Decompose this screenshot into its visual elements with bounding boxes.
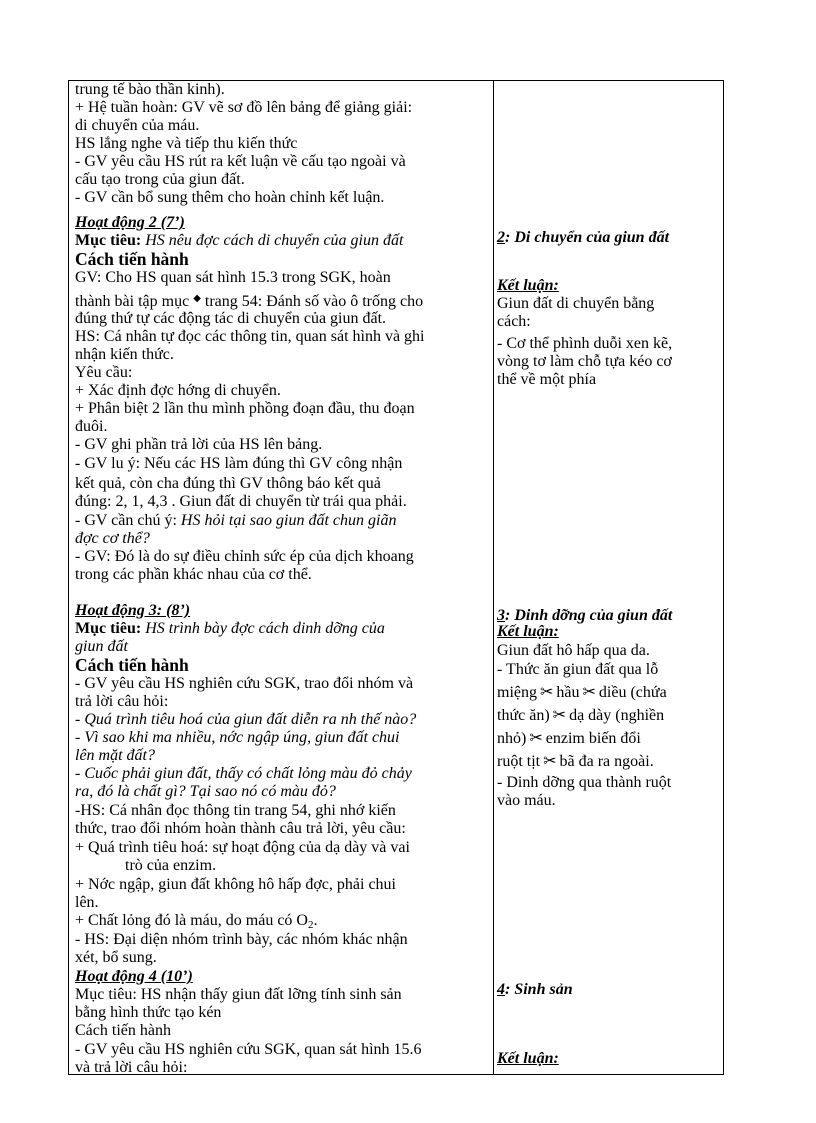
hd3-cach-label: Cách tiến hành <box>75 655 189 675</box>
o2-subscript: 2 <box>307 919 314 931</box>
chu-y-italic: HS hỏi tại sao giun đất chun giãn <box>180 512 397 529</box>
section-title: : Dinh dỡng của giun đất <box>505 607 673 624</box>
s2-line: thể về một phía <box>497 371 597 388</box>
s3-line <box>497 730 641 748</box>
hd3-muc-tieu <box>75 620 385 638</box>
hd2-muc-tieu <box>75 232 403 250</box>
s3-word: dạ dày (nghiền <box>569 707 665 724</box>
section-number: 2 <box>497 229 505 246</box>
o2-prefix: + Chất lỏng đó là máu, do máu có O <box>75 912 308 929</box>
hd2-line: Yêu cầu: <box>75 364 133 381</box>
s3-ket-luan: Kết luận: <box>497 623 559 640</box>
hd4-title: Hoạt động 4 (10’) <box>75 968 193 985</box>
hd3-line: thức, trao đổi nhóm hoàn thành câu trả lời, yêu cầu: <box>75 820 406 837</box>
s3-line <box>497 707 664 725</box>
s3-line: vào máu. <box>497 792 556 809</box>
s2-ket-luan: Kết luận: <box>497 277 559 294</box>
hd3-title: Hoạt động 3: (8’) <box>75 602 191 619</box>
hd3-line: trả lời câu hỏi: <box>75 693 169 710</box>
hd3-question: - Cuốc phải giun đất, thấy có chất lỏng màu đỏ chảy <box>75 765 412 782</box>
column-divider <box>493 81 494 1074</box>
intro-line: trung tế bào thần kinh). <box>75 81 225 98</box>
s3-word: nhỏ) <box>497 730 527 747</box>
hd3-question: - Vì sao khi ma nhiều, nớc ngập úng, giun đất chui <box>75 729 400 746</box>
hd2-line: trong các phần khác nhau của cơ thể. <box>75 566 312 583</box>
s3-word: ruột tịt <box>497 753 541 770</box>
s3-word: thức ăn) <box>497 707 550 724</box>
hd3-line: -HS: Cá nhân đọc thông tin trang 54, ghi nhớ kiến <box>75 802 396 819</box>
hd2-line: - GV: Đó là do sự điều chỉnh sức ép của dịch khoang <box>75 548 414 565</box>
hd2-line: kết quả, còn cha đúng thì GV thông báo kết quả <box>75 475 381 492</box>
section-title: : Sinh sản <box>505 981 573 998</box>
intro-line: + Hệ tuần hoàn: GV vẽ sơ đồ lên bảng để giảng giải: <box>75 99 413 116</box>
hd2-line: - GV ghi phần trả lời của HS lên bảng. <box>75 436 323 453</box>
scissor-icon: ✂ <box>552 707 567 724</box>
hd2-line: + Xác định đợc hớng di chuyển. <box>75 382 281 399</box>
s3-line: - Thức ăn giun đất qua lỗ <box>497 661 659 678</box>
hd3-question: lên mặt đất? <box>75 747 155 764</box>
section-4-heading <box>497 981 573 999</box>
hd2-line <box>75 512 396 530</box>
muc-tieu-label: Mục tiêu: <box>75 620 142 637</box>
s3-line: Giun đất hô hấp qua da. <box>497 642 650 659</box>
intro-line: - GV cần bổ sung thêm cho hoàn chỉnh kết luận. <box>75 189 385 206</box>
hd3-line: trò của enzim. <box>125 857 217 874</box>
section-number: 3 <box>497 607 505 624</box>
s3-line: - Dinh dỡng qua thành ruột <box>497 774 672 791</box>
hd2-line: đúng: 2, 1, 4,3 . Giun đất di chuyển từ trái qua phải. <box>75 493 407 510</box>
hd2-line-part: trang 54: Đánh số vào ô trống cho <box>204 293 424 310</box>
hd2-line: nhận kiến thức. <box>75 346 174 363</box>
scissor-icon: ✂ <box>529 730 543 747</box>
lesson-table <box>68 80 724 1075</box>
hd3-line: + Quá trình tiêu hoá: sự hoạt động của dạ dày và vai <box>75 839 410 856</box>
section-title: : Di chuyển của giun đất <box>505 229 670 246</box>
s3-word: hầu <box>556 684 580 701</box>
intro-line: HS lắng nghe và tiếp thu kiến thức <box>75 135 298 152</box>
muc-tieu-label: Mục tiêu: <box>75 232 142 249</box>
hd3-question: ra, đó là chất gì? Tại sao nó có màu đỏ? <box>75 783 336 800</box>
hd2-cach-label: Cách tiến hành <box>75 249 189 269</box>
hd3-line: xét, bổ sung. <box>75 949 157 966</box>
s3-word: enzim biến đổi <box>545 730 641 747</box>
hd4-line: và trả lời câu hỏi: <box>75 1059 188 1076</box>
muc-tieu-text: HS nêu đợc cách di chuyển của giun đất <box>145 232 404 249</box>
hd3-muc-tieu-cont: giun đất <box>75 638 128 655</box>
hd3-line: - HS: Đại diện nhóm trình bày, các nhóm khác nhận <box>75 931 408 948</box>
s3-word: diều (chứa <box>598 684 667 701</box>
intro-line: cấu tạo trong của giun đất. <box>75 171 245 188</box>
section-number: 4 <box>497 981 505 998</box>
s2-line: cách: <box>497 313 531 330</box>
s2-line: vòng tơ làm chỗ tựa kéo cơ <box>497 353 672 370</box>
s3-word: miệng <box>497 684 537 701</box>
hd2-line: đuôi. <box>75 418 108 435</box>
scissor-icon: ✂ <box>582 684 596 701</box>
hd2-line: GV: Cho HS quan sát hình 15.3 trong SGK, hoàn <box>75 269 391 286</box>
hd4-line: Mục tiêu: HS nhận thấy giun đất lỡng tính sinh sản <box>75 986 402 1003</box>
hd3-question: - Quá trình tiêu hoá của giun đất diễn ra nh thế nào? <box>75 711 417 728</box>
hd2-line: HS: Cá nhân tự đọc các thông tin, quan sát hình và ghi <box>75 328 425 345</box>
diamond-bullet-icon: ◆ <box>193 293 201 304</box>
hd4-line: - GV yêu cầu HS nghiên cứu SGK, quan sát hình 15.6 <box>75 1041 422 1058</box>
hd2-line: đợc cơ thể? <box>75 530 150 547</box>
hd2-line: + Phân biệt 2 lần thu mình phồng đoạn đầu, thu đoạn <box>75 400 415 417</box>
hd2-line: - GV lu ý: Nếu các HS làm đúng thì GV công nhận <box>75 455 403 472</box>
hd4-line: Cách tiến hành <box>75 1022 171 1039</box>
hd3-line: lên. <box>75 894 99 911</box>
scissor-icon: ✂ <box>543 753 557 770</box>
hd2-line: đúng thứ tự các động tác di chuyển của giun đất. <box>75 310 387 327</box>
s3-word: bã đa ra ngoài. <box>559 753 654 770</box>
section-2-heading <box>497 229 669 247</box>
o2-suffix: . <box>313 912 318 929</box>
s4-ket-luan: Kết luận: <box>497 1050 559 1067</box>
hd4-line: bằng hình thức tạo kén <box>75 1004 222 1021</box>
hd3-line: + Nớc ngập, giun đất không hô hấp đợc, phải chui <box>75 876 396 893</box>
intro-line: di chuyển của máu. <box>75 117 200 134</box>
scissor-icon: ✂ <box>540 684 554 701</box>
chu-y-normal: - GV cần chú ý: <box>75 512 181 529</box>
s2-line: Giun đất di chuyển bằng <box>497 295 655 312</box>
intro-line: - GV yêu cầu HS rút ra kết luận về cấu tạo ngoài và <box>75 153 406 170</box>
hd2-title: Hoạt động 2 (7’) <box>75 214 185 231</box>
s3-line <box>497 753 654 771</box>
hd2-line <box>75 290 423 311</box>
hd3-line: - GV yêu cầu HS nghiên cứu SGK, trao đổi nhóm và <box>75 675 414 692</box>
muc-tieu-text: HS trình bày đợc cách dinh dỡng của <box>145 620 385 637</box>
s3-line <box>497 684 667 702</box>
hd2-line-part: thành bài tập mục <box>75 293 190 310</box>
s2-line: - Cơ thể phình duỗi xen kẽ, <box>497 335 673 352</box>
